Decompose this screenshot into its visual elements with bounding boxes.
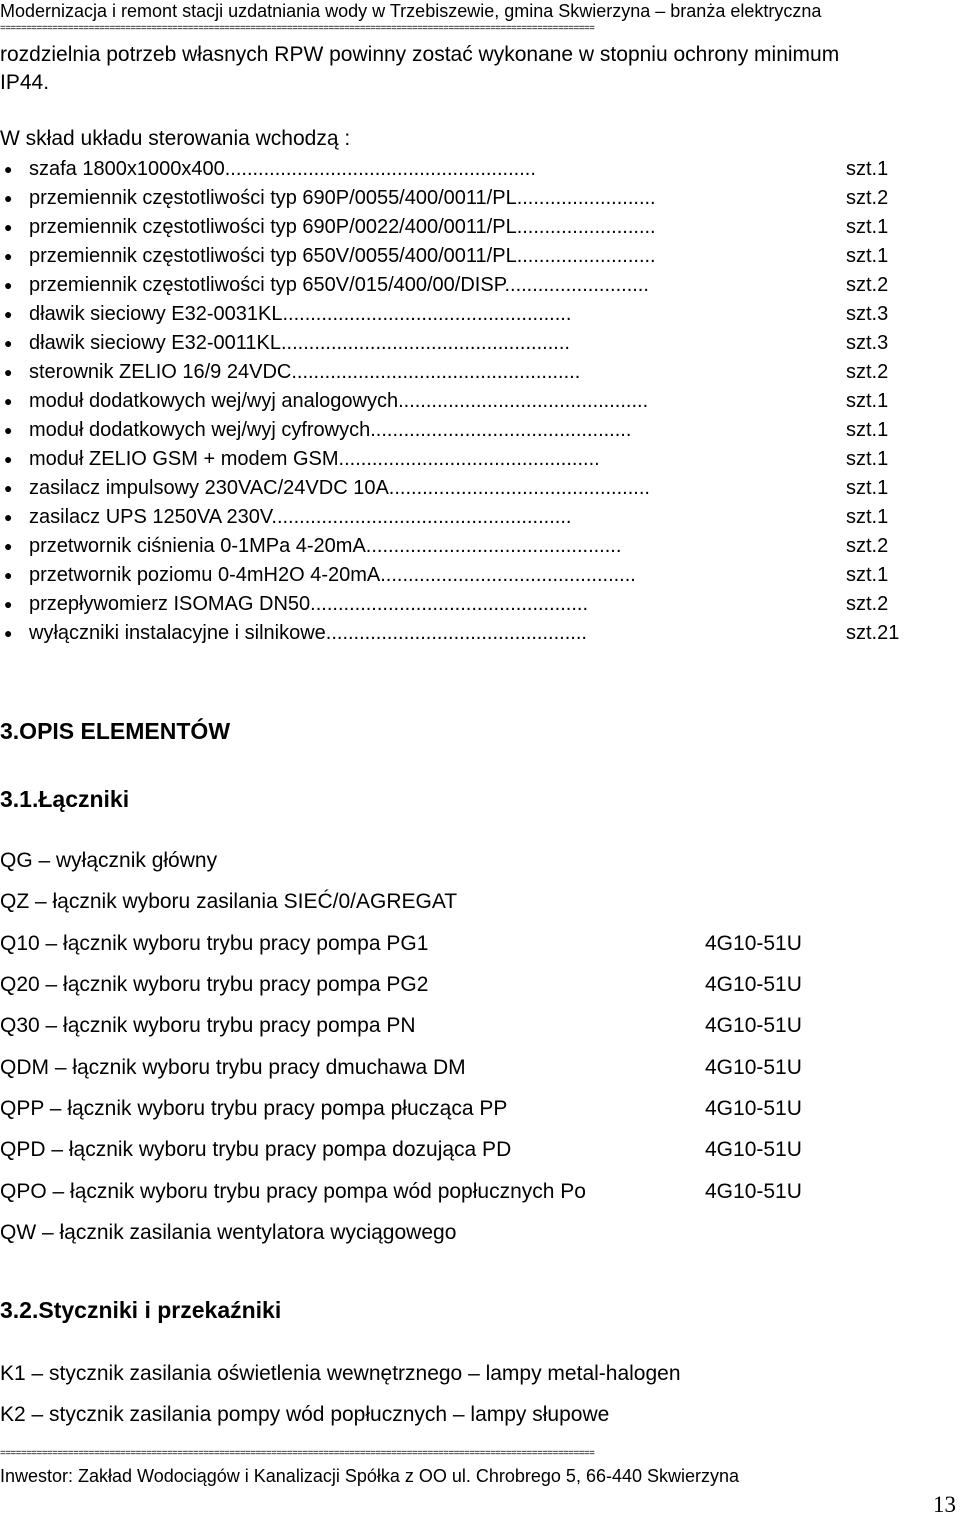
equipment-quantity: szt.1 xyxy=(846,448,889,470)
list-item xyxy=(0,271,960,300)
list-item xyxy=(0,503,960,532)
bullet-icon: ● xyxy=(4,567,13,583)
table-row xyxy=(0,1053,960,1083)
equipment-description: moduł dodatkowych wej/wyj cyfrowych............................................... xyxy=(29,419,632,441)
list-item xyxy=(0,213,960,242)
contactor-k2: K2 – stycznik zasilania pompy wód popłucznych – lampy słupowe xyxy=(0,1403,610,1426)
list-item xyxy=(0,184,960,213)
equipment-description: moduł dodatkowych wej/wyj analogowych............................................. xyxy=(29,390,649,412)
bullet-icon: ● xyxy=(4,422,13,438)
table-row xyxy=(0,887,960,917)
list-item xyxy=(0,329,960,358)
bullet-icon: ● xyxy=(4,393,13,409)
list-item xyxy=(0,242,960,271)
equipment-quantity: szt.1 xyxy=(846,158,889,180)
equipment-description: przemiennik częstotliwości typ 690P/0055/400/0011/PL......................... xyxy=(29,187,656,209)
equipment-quantity: szt.21 xyxy=(846,622,900,644)
table-row xyxy=(0,1135,960,1165)
bullet-icon: ● xyxy=(4,190,13,206)
footer-rule: ================================================================================================================== xyxy=(0,1450,595,1458)
list-item xyxy=(0,532,960,561)
equipment-quantity: szt.3 xyxy=(846,303,889,325)
bullet-icon: ● xyxy=(4,277,13,293)
intro-line-2: IP44. xyxy=(0,71,50,94)
section-3-1-heading: 3.1.Łączniki xyxy=(0,786,130,812)
equipment-quantity: szt.1 xyxy=(846,564,889,586)
switch-type: 4G10-51U xyxy=(705,1180,802,1203)
equipment-quantity: szt.2 xyxy=(846,274,889,296)
switch-description: QZ – łącznik wyboru zasilania SIEĆ/0/AGREGAT xyxy=(0,890,458,913)
switch-type: 4G10-51U xyxy=(705,1056,802,1079)
equipment-description: przemiennik częstotliwości typ 690P/0022/400/0011/PL......................... xyxy=(29,216,656,238)
bullet-icon: ● xyxy=(4,480,13,496)
bullet-icon: ● xyxy=(4,451,13,467)
page-number: 13 xyxy=(933,1492,956,1517)
equipment-quantity: szt.2 xyxy=(846,187,889,209)
list-item xyxy=(0,416,960,445)
equipment-quantity: szt.1 xyxy=(846,419,889,441)
equipment-quantity: szt.1 xyxy=(846,477,889,499)
equipment-description: dławik sieciowy E32-0011KL.................................................... xyxy=(29,332,570,354)
bullet-icon: ● xyxy=(4,625,13,641)
intro-line-1: rozdzielnia potrzeb własnych RPW powinny zostać wykonane w stopniu ochrony minimum xyxy=(0,43,840,66)
equipment-quantity: szt.1 xyxy=(846,216,889,238)
list-item xyxy=(0,561,960,590)
header-rule: ================================================================================================================== xyxy=(0,25,595,33)
switch-type: 4G10-51U xyxy=(705,973,802,996)
section-3-2-heading: 3.2.Styczniki i przekaźniki xyxy=(0,1297,282,1323)
switch-description: Q10 – łącznik wyboru trybu pracy pompa PG1 xyxy=(0,932,429,955)
bullet-icon: ● xyxy=(4,248,13,264)
list-item xyxy=(0,619,960,648)
equipment-quantity: szt.3 xyxy=(846,332,889,354)
table-row xyxy=(0,970,960,1000)
list-item xyxy=(0,155,960,184)
equipment-description: zasilacz UPS 1250VA 230V...................................................... xyxy=(29,506,572,528)
header-title: Modernizacja i remont stacji uzdatniania wody w Trzebiszewie, gmina Skwierzyna – branża elektryczna xyxy=(0,1,822,21)
table-row xyxy=(0,1177,960,1207)
switch-description: Q30 – łącznik wyboru trybu pracy pompa PN xyxy=(0,1014,416,1037)
equipment-quantity: szt.2 xyxy=(846,593,889,615)
list-item xyxy=(0,358,960,387)
bullet-icon: ● xyxy=(4,509,13,525)
switch-description: QW – łącznik zasilania wentylatora wyciągowego xyxy=(0,1221,457,1244)
contactor-k1: K1 – stycznik zasilania oświetlenia wewnętrznego – lampy metal-halogen xyxy=(0,1362,681,1385)
list-item xyxy=(0,300,960,329)
list-item xyxy=(0,387,960,416)
switch-type: 4G10-51U xyxy=(705,1097,802,1120)
equipment-description: moduł ZELIO GSM + modem GSM............................................... xyxy=(29,448,600,470)
equipment-description: przetwornik ciśnienia 0-1MPa 4-20mA.............................................. xyxy=(29,535,622,557)
table-row xyxy=(0,1094,960,1124)
equipment-quantity: szt.2 xyxy=(846,361,889,383)
section-3-heading: 3.OPIS ELEMENTÓW xyxy=(0,718,231,744)
equipment-description: sterownik ZELIO 16/9 24VDC.................................................... xyxy=(29,361,581,383)
switch-description: Q20 – łącznik wyboru trybu pracy pompa PG2 xyxy=(0,973,429,996)
composition-heading: W skład układu sterowania wchodzą : xyxy=(0,127,351,150)
list-item xyxy=(0,590,960,619)
list-item xyxy=(0,474,960,503)
switch-type: 4G10-51U xyxy=(705,1014,802,1037)
table-row xyxy=(0,846,960,876)
bullet-icon: ● xyxy=(4,538,13,554)
switch-description: QPO – łącznik wyboru trybu pracy pompa wód popłucznych Po xyxy=(0,1180,586,1203)
bullet-icon: ● xyxy=(4,161,13,177)
table-row xyxy=(0,1218,960,1248)
switch-description: QPD – łącznik wyboru trybu pracy pompa dozująca PD xyxy=(0,1138,512,1161)
equipment-quantity: szt.1 xyxy=(846,245,889,267)
bullet-icon: ● xyxy=(4,219,13,235)
equipment-quantity: szt.1 xyxy=(846,506,889,528)
list-item xyxy=(0,445,960,474)
equipment-quantity: szt.1 xyxy=(846,390,889,412)
equipment-description: szafa 1800x1000x400........................................................ xyxy=(29,158,536,180)
equipment-description: przepływomierz ISOMAG DN50.................................................. xyxy=(29,593,589,615)
equipment-description: zasilacz impulsowy 230VAC/24VDC 10A............................................... xyxy=(29,477,650,499)
equipment-description: przemiennik częstotliwości typ 650V/0055/400/0011/PL......................... xyxy=(29,245,656,267)
switch-description: QG – wyłącznik główny xyxy=(0,849,218,872)
bullet-icon: ● xyxy=(4,335,13,351)
equipment-quantity: szt.2 xyxy=(846,535,889,557)
switch-description: QPP – łącznik wyboru trybu pracy pompa płucząca PP xyxy=(0,1097,508,1120)
table-row xyxy=(0,1011,960,1041)
switch-type: 4G10-51U xyxy=(705,932,802,955)
bullet-icon: ● xyxy=(4,596,13,612)
bullet-icon: ● xyxy=(4,364,13,380)
table-row xyxy=(0,929,960,959)
equipment-description: wyłączniki instalacyjne i silnikowe............................................... xyxy=(29,622,587,644)
switch-description: QDM – łącznik wyboru trybu pracy dmuchawa DM xyxy=(0,1056,466,1079)
equipment-description: przetwornik poziomu 0-4mH2O 4-20mA.............................................. xyxy=(29,564,636,586)
bullet-icon: ● xyxy=(4,306,13,322)
footer-investor: Inwestor: Zakład Wodociągów i Kanalizacji Spółka z OO ul. Chrobrego 5, 66-440 Skwierzyna xyxy=(0,1466,740,1486)
equipment-description: przemiennik częstotliwości typ 650V/015/400/00/DISP.......................... xyxy=(29,274,649,296)
equipment-description: dławik sieciowy E32-0031KL.................................................... xyxy=(29,303,572,325)
switch-type: 4G10-51U xyxy=(705,1138,802,1161)
